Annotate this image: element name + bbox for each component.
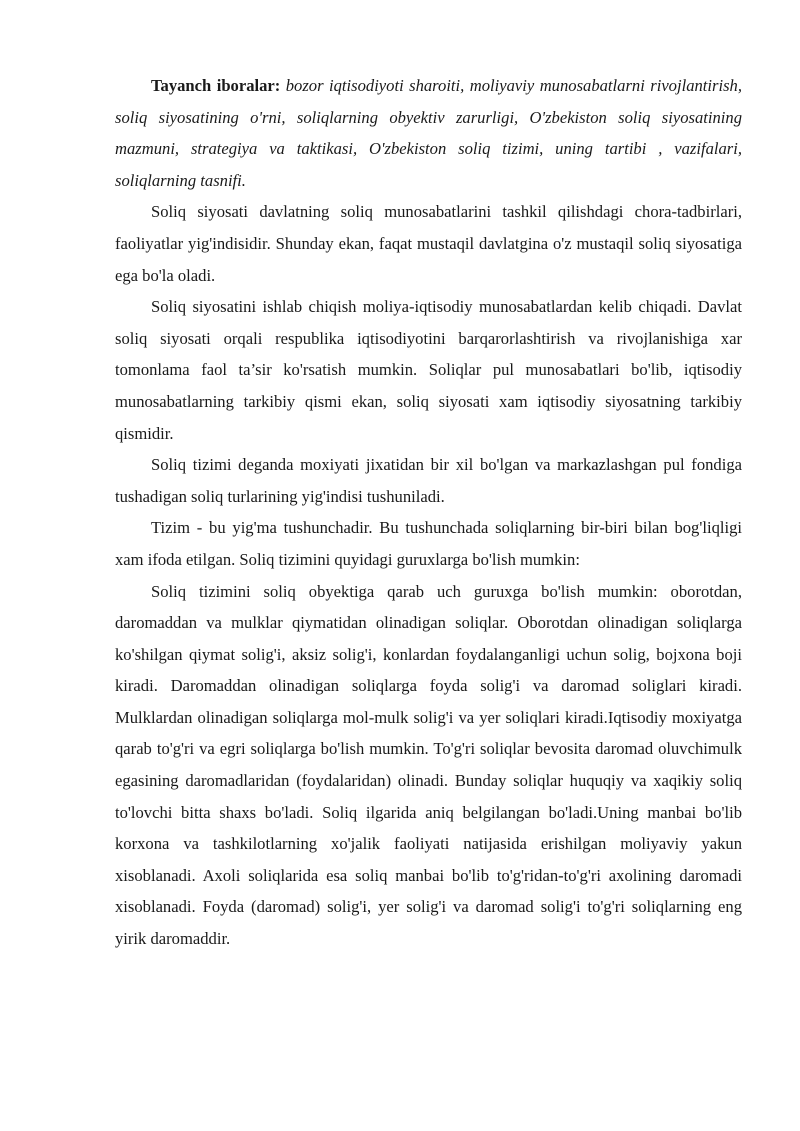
paragraph-tax-policy-development: Soliq siyosatini ishlab chiqish moliya-iqtisodiy munosabatlardan kelib chiqadi. Davlat soliq siyosati orqali respublika iqtisodiyotini barqarorlashtirish va rivojlanishiga xar tomonlama faol ta’sir ko'rsatish mumkin. Soliqlar pul munosabatlari bo'lib, iqtisodiy munosabatlarning tarkibiy qismi ekan, soliq siyosati xam iqtisodiy siyosatning tarkibiy qismidir. (115, 297, 742, 443)
paragraph-tax-classification: Soliq tizimini soliq obyektiga qarab uch guruxga bo'lish mumkin: oborotdan, daromaddan va mulklar qiymatidan olinadigan soliqlar. Oborotdan olinadigan soliqlarga ko'shilgan qiymat solig'i, aksiz solig'i, konlardan foydalanganligi uchun solig, bojxona boji kiradi. Daromaddan olinadigan soliqlarga foyda solig'i va daromad soliglari kiradi. Mulklardan olinadigan soliqlarga mol-mulk solig'i va yer soliqlari kiradi.Iqtisodiy moxiyatga qarab to'g'ri va egri soliqlarga bo'lish mumkin. To'g'ri soliqlar bevosita daromad oluvchimulk egasining daromadlaridan (foydalaridan) olinadi. Bunday soliqlar huquqiy va xaqikiy soliq to'lovchi bitta shaxs bo'ladi. Soliq ilgarida aniq belgilangan bo'ladi.Uning manbai bo'lib korxona va tashkilotlarning xo'jalik faoliyati natijasida erishilgan moliyaviy yakun xisoblanadi. Axoli soliqlarida esa soliq manbai bo'lib to'g'ridan-to'g'ri axolining daromadi xisoblanadi. Foyda (daromad) solig'i, yer solig'i va daromad solig'i to'g'ri soliqlarning eng yirik daromaddir. (115, 581, 742, 949)
keywords-label: Tayanch iboralar: (151, 76, 281, 95)
paragraph-tax-policy-definition: Soliq siyosati davlatning soliq munosabatlarini tashkil qilishdagi chora-tadbirlari, faoliyatlar yig'indisidir. Shunday ekan, faqat mustaqil davlatgina o'z mustaqil soliq siyosatiga ega bo'la oladi. (115, 202, 742, 285)
keywords-paragraph (115, 70, 742, 196)
paragraph-system-concept: Tizim - bu yig'ma tushunchadir. Bu tushunchada soliqlarning bir-biri bilan bog'liqligi xam ifoda etilgan. Soliq tizimini quyidagi guruxlarga bo'lish mumkin: (115, 518, 742, 569)
paragraph-tax-system-definition: Soliq tizimi deganda moxiyati jixatidan bir xil bo'lgan va markazlashgan pul fondiga tushadigan soliq turlarining yig'indisi tushuniladi. (115, 455, 742, 506)
document-page (115, 70, 742, 955)
keywords-text: bozor iqtisodiyoti sharoiti, moliyaviy munosabatlarni rivojlantirish, soliq siyosatining o'rni, soliqlarning obyektiv zarurligi, O'zbekiston soliq siyosatining mazmuni, strategiya va taktikasi, O'zbekiston soliq tizimi, uning tartibi , vazifalari, soliqlarning tasnifi. (115, 76, 742, 190)
